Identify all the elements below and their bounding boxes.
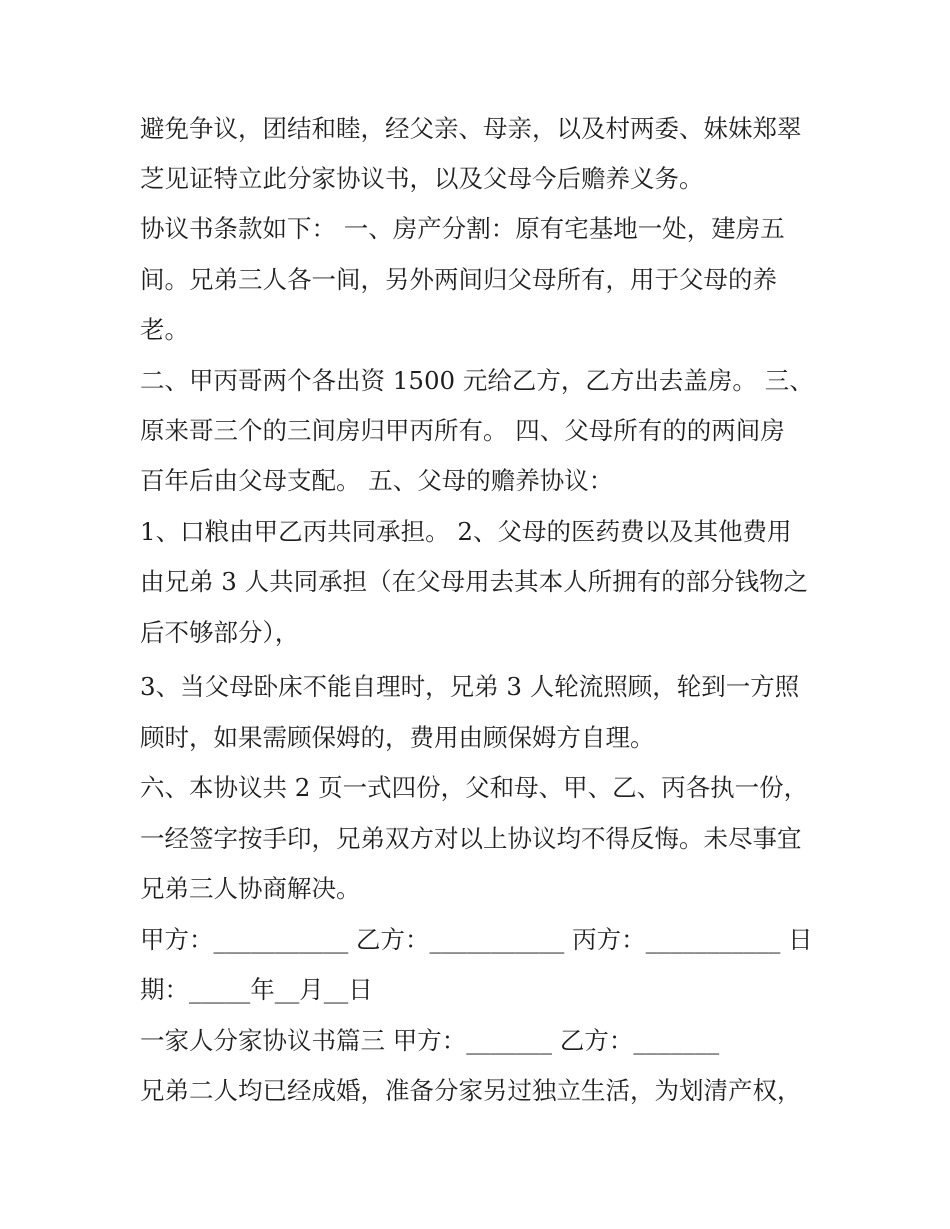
text-line: 1、口粮由甲乙丙共同承担。 2、父母的医药费以及其他费用 [140, 517, 792, 546]
text-line: 后不够部分）， [140, 618, 300, 647]
text-line: 避免争议，团结和睦，经父亲、母亲，以及村两委、妹妹郑翠 [140, 114, 802, 143]
text-line: 甲方：___________ 乙方：___________ 丙方：___________ 日 [140, 925, 813, 954]
text-line: 由兄弟 3 人共同承担（在父母用去其本人所拥有的部分钱物之 [140, 567, 809, 596]
text-line: 二、甲丙哥两个各出资 1500 元给乙方，乙方出去盖房。 三、 [140, 366, 814, 395]
text-line: 六、本协议共 2 页一式四份，父和母、甲、乙、丙各执一份， [140, 773, 809, 802]
text-line: 一经签字按手印，兄弟双方对以上协议均不得反悔。未尽事宜 [140, 824, 802, 853]
text-line: 原来哥三个的三间房归甲丙所有。 四、父母所有的的两间房 [140, 416, 785, 445]
text-line: 芝见证特立此分家协议书，以及父母今后赡养义务。 [140, 164, 704, 193]
text-line: 一家人分家协议书篇三 甲方：_______ 乙方：_______ [140, 1026, 720, 1055]
text-line: 协议书条款如下： 一、房产分割：原有宅基地一处，建房五 [140, 214, 785, 243]
text-line: 间。兄弟三人各一间，另外两间归父母所有，用于父母的养 [140, 265, 777, 294]
text-line: 3、当父母卧床不能自理时，兄弟 3 人轮流照顾，轮到一方照 [140, 672, 800, 701]
text-line: 顾时，如果需顾保姆的，费用由顾保姆方自理。 [140, 723, 655, 752]
text-line: 期：_____年__月__日 [140, 975, 373, 1004]
text-line: 兄弟二人均已经成婚，准备分家另过独立生活，为划清产权， [140, 1076, 802, 1105]
text-line: 兄弟三人协商解决。 [140, 874, 361, 903]
text-line: 百年后由父母支配。 五、父母的赡养协议： [140, 466, 614, 495]
text-line: 老。 [140, 315, 189, 344]
